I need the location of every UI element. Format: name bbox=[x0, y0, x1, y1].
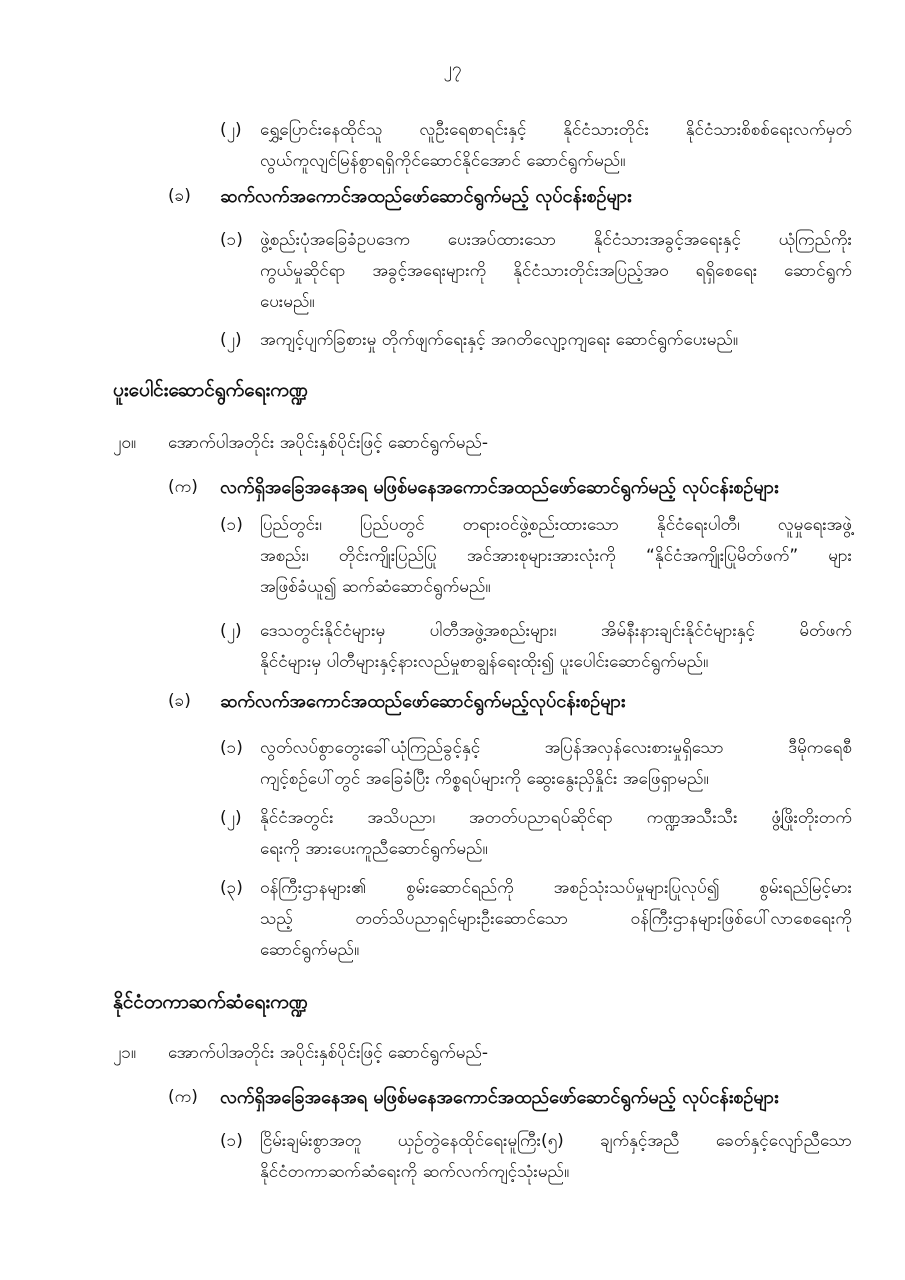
subsection-heading: လက်ရှိအခြေအနေအရ မဖြစ်မနေအကောင်အထည်ဖော်ဆောင်ရွက်မည့် လုပ်ငန်းစဉ်များ bbox=[220, 1087, 779, 1108]
item-number: (၁) bbox=[220, 515, 243, 535]
paragraph-line: ဖွဲ့စည်းပုံအခြေခံဥပဒေက ပေးအပ်ထားသော နိုင်ငံသားအခွင့်အရေးနှင့် ယုံကြည်ကိုး bbox=[260, 230, 852, 250]
paragraph-line: အောက်ပါအတိုင်း အပိုင်းနှစ်ပိုင်းဖြင့် ဆောင်ရွက်မည်- bbox=[168, 1043, 489, 1063]
paragraph-line: နိုင်ငံအတွင်း အသိပညာ၊ အတတ်ပညာရပ်ဆိုင်ရာ ကဏ္ဍအသီးသီး ဖွံ့ဖြိုးတိုးတက် bbox=[260, 808, 852, 828]
item-number: (၂) bbox=[220, 621, 242, 641]
paragraph-number: ၂၀။ bbox=[113, 433, 137, 453]
paragraph-line: ရွှေ့ပြောင်းနေထိုင်သူ လူဦးရေစာရင်းနှင့် နိုင်ငံသားတိုင်း နိုင်ငံသားစိစစ်ရေးလက်မှတ် bbox=[260, 120, 852, 140]
paragraph-line: သည့် တတ်သိပညာရှင်များဦးဆောင်သော ဝန်ကြီးဌာနများဖြစ်ပေါ်လာစေရေးကို bbox=[260, 909, 852, 929]
paragraph-line: နိုင်ငံတကာဆက်ဆံရေးကို ဆက်လက်ကျင့်သုံးမည်။ bbox=[260, 1162, 570, 1182]
paragraph-line: ပေးမည်။ bbox=[260, 292, 315, 312]
paragraph-line: အဖြစ်ခံယူ၍ ဆက်ဆံဆောင်ရွက်မည်။ bbox=[260, 577, 491, 597]
paragraph-number: ၂၁။ bbox=[113, 1043, 137, 1063]
subsection-heading: ဆက်လက်အကောင်အထည်ဖော်ဆောင်ရွက်မည့်လုပ်ငန်းစဉ်များ bbox=[220, 691, 626, 712]
section-title: ပူးပေါင်းဆောင်ရွက်ရေးကဏ္ဍ bbox=[113, 379, 309, 401]
paragraph-line: ဝန်ကြီးဌာနများ၏ စွမ်းဆောင်ရည်ကို အစဉ်သုံးသပ်မှုများပြုလုပ်၍ စွမ်းရည်မြင့်မား bbox=[260, 878, 852, 898]
paragraph-line: အောက်ပါအတိုင်း အပိုင်းနှစ်ပိုင်းဖြင့် ဆောင်ရွက်မည်- bbox=[168, 433, 489, 453]
paragraph-line: ပြည်တွင်း၊ ပြည်ပတွင် တရားဝင်ဖွဲ့စည်းထားသော နိုင်ငံရေးပါတီ၊ လူမှုရေးအဖွဲ့ bbox=[260, 515, 852, 535]
paragraph-line: လွယ်ကူလျင်မြန်စွာရရှိကိုင်ဆောင်နိုင်အောင် ဆောင်ရွက်မည်။ bbox=[260, 151, 626, 171]
paragraph-line: ကွယ်မှုဆိုင်ရာ အခွင့်အရေးများကို နိုင်ငံသားတိုင်းအပြည့်အဝ ရရှိစေရေး ဆောင်ရွက် bbox=[260, 261, 852, 281]
paragraph-line: ကျင့်စဉ်ပေါ်တွင် အခြေခံပြီး ကိစ္စရပ်များကို ဆွေးနွေးညှိနှိုင်း အဖြေရှာမည်။ bbox=[260, 769, 709, 789]
paragraph-line: ဆောင်ရွက်မည်။ bbox=[260, 940, 360, 960]
section-letter: (ခ) bbox=[168, 691, 191, 711]
item-number: (၁) bbox=[220, 230, 243, 250]
paragraph-line: ရေးကို အားပေးကူညီဆောင်ရွက်မည်။ bbox=[260, 839, 488, 859]
item-number: (၁) bbox=[220, 1131, 243, 1151]
paragraph-line: လွတ်လပ်စွာတွေးခေါ်ယုံကြည်ခွင့်နှင့် အပြန်အလှန်လေးစားမှုရှိသော ဒီမိုကရေစီ bbox=[260, 738, 852, 758]
paragraph-line: အကျင့်ပျက်ခြစားမှု တိုက်ဖျက်ရေးနှင့် အဂတိလျော့ကျရေး ဆောင်ရွက်ပေးမည်။ bbox=[260, 330, 739, 350]
item-number: (၂) bbox=[220, 330, 242, 350]
section-title: နိုင်ငံတကာဆက်ဆံရေးကဏ္ဍ bbox=[113, 991, 308, 1013]
page-number: ၂၇ bbox=[443, 59, 462, 79]
item-number: (၁) bbox=[220, 738, 243, 758]
section-letter: (က) bbox=[168, 1087, 198, 1107]
paragraph-line: ဒေသတွင်းနိုင်ငံများမှ ပါတီအဖွဲ့အစည်းများ၊ အိမ်နီးနားချင်းနိုင်ငံများနှင့် မိတ်ဖက် bbox=[260, 621, 852, 641]
item-number: (၃) bbox=[220, 878, 243, 898]
item-number: (၂) bbox=[220, 120, 242, 140]
item-number: (၂) bbox=[220, 808, 242, 828]
section-letter: (က) bbox=[168, 477, 198, 497]
subsection-heading: ဆက်လက်အကောင်အထည်ဖော်ဆောင်ရွက်မည့် လုပ်ငန်းစဉ်များ bbox=[220, 186, 632, 207]
paragraph-line: နိုင်ငံများမှ ပါတီများနှင့်နားလည်မှုစာချွန်ရေးထိုး၍ ပူးပေါင်းဆောင်ရွက်မည်။ bbox=[260, 652, 709, 672]
paragraph-line: အစည်း၊ တိုင်းကျိုးပြည်ပြု အင်အားစုများအားလုံးကို “နိုင်ငံအကျိုးပြုမိတ်ဖက်” များ bbox=[260, 546, 852, 566]
section-letter: (ခ) bbox=[168, 186, 191, 206]
paragraph-line: ငြိမ်းချမ်းစွာအတူ ယှဉ်တွဲနေထိုင်ရေးမူကြီး(၅) ချက်နှင့်အညီ ခေတ်နှင့်လျော်ညီသော bbox=[260, 1131, 852, 1151]
subsection-heading: လက်ရှိအခြေအနေအရ မဖြစ်မနေအကောင်အထည်ဖော်ဆောင်ရွက်မည့် လုပ်ငန်းစဉ်များ bbox=[220, 477, 779, 498]
